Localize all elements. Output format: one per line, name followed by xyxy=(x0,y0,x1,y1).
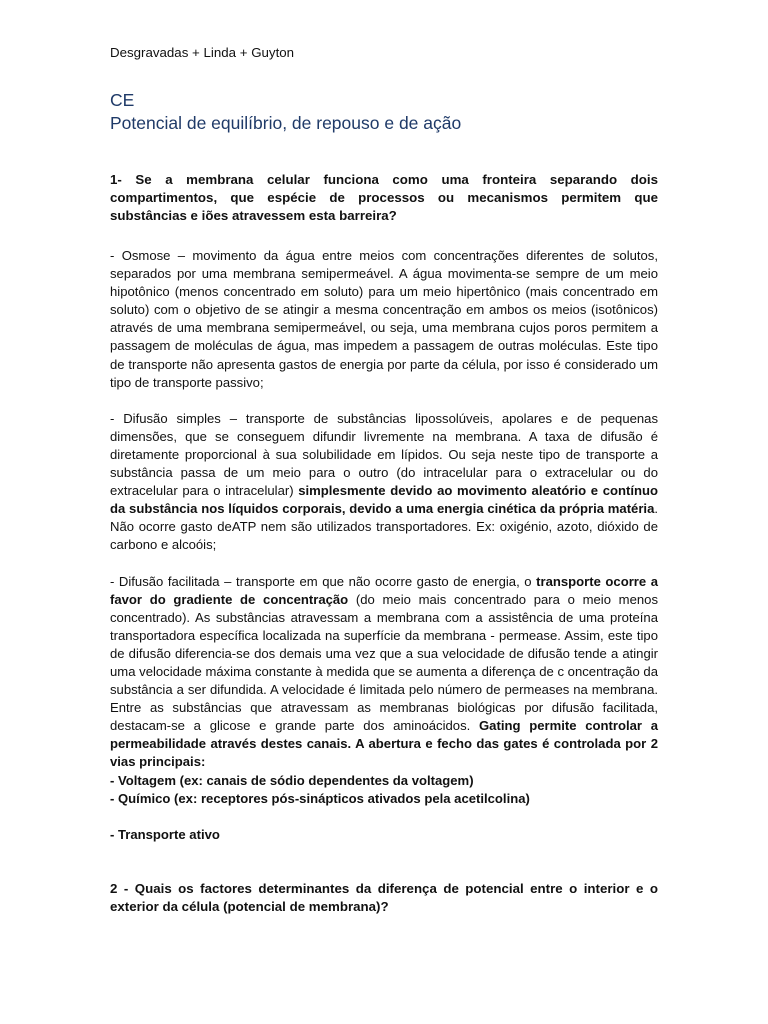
difusao-simples-bold: simplesmente devido ao movimento aleatório e contínuo da substância nos líquidos corporais, devido a uma energia cinética da própria matéria xyxy=(110,483,658,517)
difusao-facilitada-text-2: (do meio mais concentrado para o meio menos concentrado). As substâncias atravessam a membrana com a assistência de uma proteína transportadora específica localizada na superfície da membrana - permease. Assim, este tipo de difusão diferencia-se dos demais uma vez que a sua velocidade de difusão tende a atingir uma velocidade máxima constante à medida que se aumenta a diferença de c oncentração da substância a ser difundida. A velocidade é limitada pelo número de permeases na membrana. Entre as substâncias que atravessam as membranas biológicas por difusão facilitada, destacam-se a glicose e grande parte dos aminoácidos. xyxy=(110,591,658,734)
title-line-ce: CE xyxy=(110,90,135,110)
paragraph-difusao-simples xyxy=(110,410,658,555)
difusao-simples-text-1: - Difusão simples – transporte de substâncias lipossolúveis, apolares e de pequenas dimensões, que se conseguem difundir livremente na membrana. A taxa de difusão é diretamente proporcional à sua solubilidade em lípidos. Ou seja neste tipo de transporte a substância passa de um meio para o outro (do intracelular para o extracelular ou do extracelular para o intracelular) xyxy=(110,410,658,499)
question-2: 2 - Quais os factores determinantes da diferença de potencial entre o interior e o exterior da célula (potencial de membrana)? xyxy=(110,880,658,914)
title-line-main: Potencial de equilíbrio, de repouso e de ação xyxy=(110,113,462,133)
difusao-facilitada-text-1: - Difusão facilitada – transporte em que não ocorre gasto de energia, o xyxy=(110,573,537,589)
gating-voltagem: - Voltagem (ex: canais de sódio dependentes da voltagem) xyxy=(110,772,474,788)
document-title xyxy=(110,89,658,135)
difusao-simples-text-2: . Não ocorre gasto deATP nem são utilizados transportadores. Ex: oxigénio, azoto, dióxido de carbono e alcoóis; xyxy=(110,501,658,553)
paragraph-osmose: - Osmose – movimento da água entre meios com concentrações diferentes de solutos, separados por uma membrana semipermeável. A água movimenta-se sempre de um meio hipotônico (menos concentrado em soluto) para um meio hipertônico (mais concentrado em soluto) com o objetivo de se atingir a mesma concentração em ambos os meios (isotônicos) através de uma membrana semipermeável, ou seja, uma membrana cujos poros permitem a passagem de moléculas de água, mas impedem a passagem de outras moléculas. Este tipo de transporte não apresenta gastos de energia por parte da célula, por isso é considerado um tipo de transporte passivo; xyxy=(110,248,658,390)
difusao-facilitada-bold-1: transporte ocorre a favor do gradiente de concentração xyxy=(110,573,659,607)
document-header: Desgravadas + Linda + Guyton xyxy=(110,45,295,60)
question-1: 1- Se a membrana celular funciona como uma fronteira separando dois compartimentos, que espécie de processos ou mecanismos permitem que substâncias e iões atravessem esta barreira? xyxy=(110,172,658,223)
gating-quimico: - Químico (ex: receptores pós-sinápticos ativados pela acetilcolina) xyxy=(110,790,530,806)
paragraph-difusao-facilitada xyxy=(110,573,658,772)
transporte-ativo-heading: - Transporte ativo xyxy=(110,826,220,842)
difusao-facilitada-bold-2: Gating permite controlar a permeabilidade através destes canais. A abertura e fecho das gates é controlada por 2 vias principais: xyxy=(110,718,658,770)
